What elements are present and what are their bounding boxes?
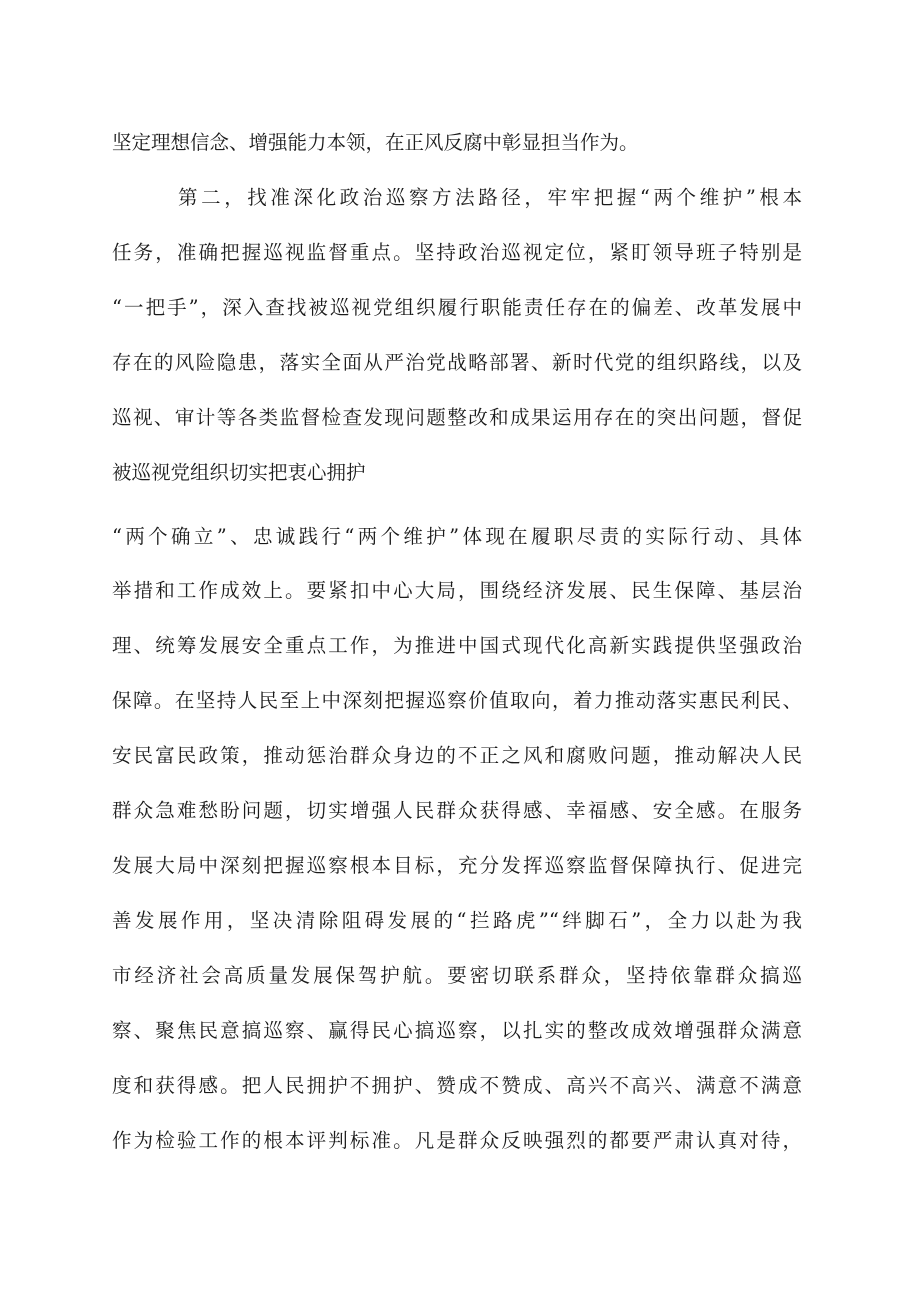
paragraph-3-line-4: 保障。在坚持人民至上中深刻把握巡察价值取向，着力推动落实惠民利民、: [112, 689, 802, 712]
paragraph-3-line-7: 发展大局中深刻把握巡察根本目标，充分发挥巡察监督保障执行、促进完: [112, 854, 802, 877]
paragraph-3-line-6: 群众急难愁盼问题，切实增强人民群众获得感、幸福感、安全感。在服务: [112, 799, 802, 822]
paragraph-3-line-12: 作为检验工作的根本评判标准。凡是群众反映强烈的都要严肃认真对待，: [112, 1129, 802, 1152]
text-line-1: 坚定理想信念、增强能力本领，在正风反腐中彰显担当作为。: [112, 131, 639, 154]
paragraph-2-line-6: 被巡视党组织切实把衷心拥护: [112, 461, 366, 484]
paragraph-2-line-2: 任务，准确把握巡视监督重点。坚持政治巡视定位，紧盯领导班子特别是: [112, 241, 802, 264]
paragraph-2-line-5: 巡视、审计等各类监督检查发现问题整改和成果运用存在的突出问题，督促: [112, 406, 802, 429]
paragraph-2-line-3: “一把手”，深入查找被巡视党组织履行职能责任存在的偏差、改革发展中: [112, 296, 802, 319]
paragraph-3-line-2: 举措和工作成效上。要紧扣中心大局，围绕经济发展、民生保障、基层治: [112, 579, 802, 602]
paragraph-3-line-5: 安民富民政策，推动惩治群众身边的不正之风和腐败问题，推动解决人民: [112, 744, 802, 767]
paragraph-2-line-1: 第二，找准深化政治巡察方法路径，牢牢把握“两个维护”根本: [178, 186, 802, 209]
paragraph-3-line-10: 察、聚焦民意搞巡察、赢得民心搞巡察，以扎实的整改成效增强群众满意: [112, 1019, 802, 1042]
paragraph-3-line-3: 理、统筹发展安全重点工作，为推进中国式现代化高新实践提供坚强政治: [112, 634, 802, 657]
paragraph-2-line-4: 存在的风险隐患，落实全面从严治党战略部署、新时代党的组织路线，以及: [112, 351, 802, 374]
paragraph-3-line-11: 度和获得感。把人民拥护不拥护、赞成不赞成、高兴不高兴、满意不满意: [112, 1074, 802, 1097]
paragraph-3-line-8: 善发展作用，坚决清除阻碍发展的“拦路虎”“绊脚石”，全力以赴为我: [112, 909, 802, 932]
paragraph-3-line-1: “两个确立”、忠诚践行“两个维护”体现在履职尽责的实际行动、具体: [112, 525, 802, 548]
paragraph-3-line-9: 市经济社会高质量发展保驾护航。要密切联系群众，坚持依靠群众搞巡: [112, 964, 802, 987]
